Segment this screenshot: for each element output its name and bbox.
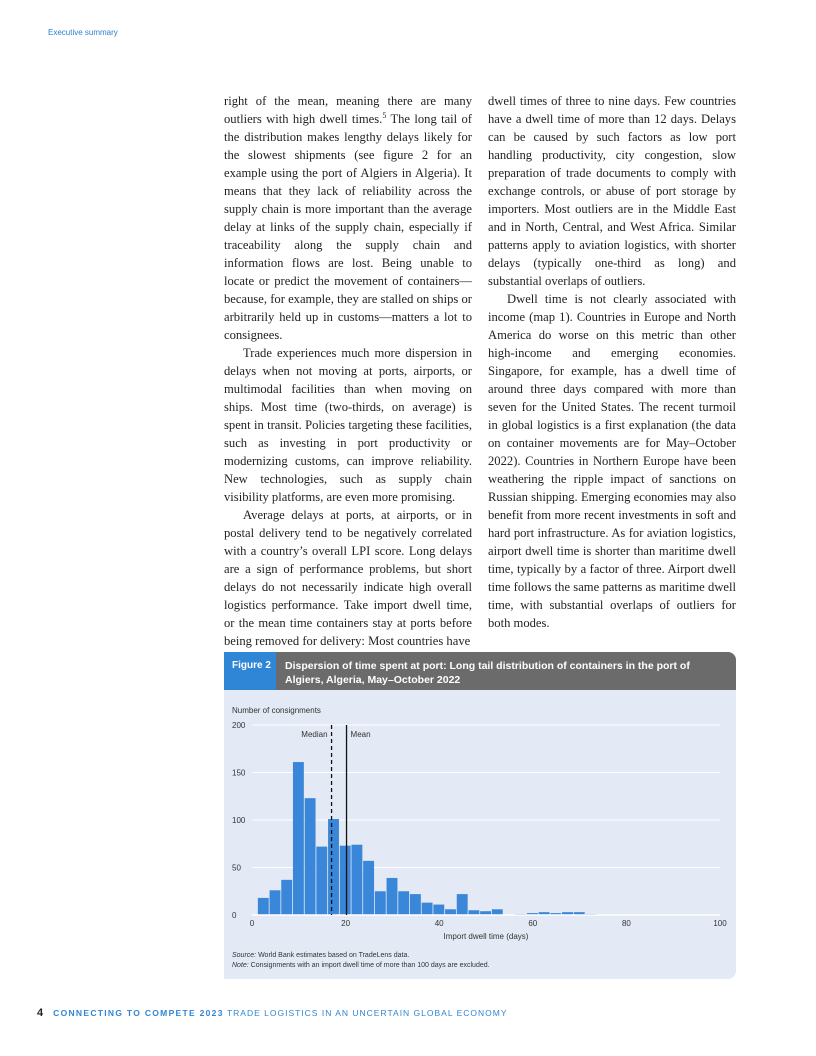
paragraph: Trade experiences much more dispersion in delays when not moving at ports, airports, or multimodal facilities than when moving on ships. Most time (two-thirds, on average) is spent in transit. Policies targeting these facilities, such as investing in port productivity or modernizing customs, can improve reliability. New technologies, such as supply chain visibility platforms, are even more promising.: [224, 346, 472, 504]
note-text: Consignments with an import dwell time of more than 100 days are excluded.: [248, 962, 490, 969]
paragraph-text: right of the mean, meaning there are many outliers with high dwell times.: [224, 94, 472, 126]
x-tick-label: 40: [434, 919, 444, 928]
histogram-bar: [387, 878, 398, 915]
x-tick-label: 100: [713, 919, 727, 928]
footer: [37, 1007, 508, 1019]
histogram-bar: [457, 894, 468, 915]
y-tick-label: 50: [232, 863, 241, 873]
paragraph: dwell times of three to nine days. Few countries have a dwell time of more than 12 days. Delays can be caused by such factors as low port handling productivity, city congestion, slow preparation of trade documents to comply with exchange controls, or abuse of port storage by importers. Most outliers are in the Middle East and in North, Central, and West Africa. Similar patterns apply to aviation logistics, with shorter delays (typically one-third as long) and substantial overlaps of outliers.: [488, 94, 736, 288]
y-tick-label: 0: [232, 911, 237, 920]
y-tick-label: 200: [232, 721, 246, 730]
figure-notes: [232, 951, 490, 971]
x-tick-label: 80: [621, 919, 631, 928]
histogram-bar: [398, 891, 409, 915]
page-number: 4: [37, 1007, 44, 1019]
histogram-bar: [258, 898, 269, 915]
histogram-bar: [305, 798, 316, 915]
report-subtitle: TRADE LOGISTICS IN AN UNCERTAIN GLOBAL ECONOMY: [223, 1008, 508, 1018]
median-label: Median: [301, 730, 328, 739]
x-tick-label: 0: [249, 919, 255, 928]
histogram-bar: [492, 909, 503, 915]
body-column-left: [224, 92, 472, 650]
paragraph: Average delays at ports, at airports, or in postal delivery tend to be negatively correlated with a country’s overall LPI score. Long delays are a sign of performance problems, but short delays do not necessarily indicate high overall logistics performance. Take import dwell time, or the mean time containers stay at ports before being removed for delivery: Most countries have: [224, 508, 472, 648]
paragraph-text: The long tail of the distribution makes lengthy delays likely for the slowest shipments (see figure 2 for an example using the port of Algiers in Algeria). It means that they lack of reliability across the supply chain is more important than the average delay at links of the supply chain, especially if traceability along the supply chain and information flows are lost. Being unable to locate or predict the movement of containers—because, for example, they are stalled on ships or arbitrarily held up in customs—matters a lot to consignees.: [224, 112, 472, 342]
histogram-bar: [351, 845, 362, 915]
y-tick-label: 100: [232, 816, 246, 825]
histogram-bar: [445, 909, 456, 915]
y-tick-label: 150: [232, 768, 246, 778]
running-header: Executive summary: [48, 28, 118, 37]
report-series: CONNECTING TO COMPETE 2023: [53, 1008, 224, 1018]
histogram-bar: [293, 762, 304, 915]
footnote-ref[interactable]: 5: [382, 110, 387, 120]
histogram-chart: [224, 690, 736, 980]
histogram-bar: [316, 847, 327, 915]
x-tick-label: 60: [528, 919, 538, 928]
histogram-bar: [281, 880, 292, 915]
figure-header: [224, 652, 736, 690]
histogram-bar: [422, 903, 433, 915]
source-text: World Bank estimates based on TradeLens data.: [256, 952, 410, 959]
mean-label: Mean: [350, 730, 371, 739]
source-label: Source:: [232, 952, 257, 959]
histogram-bar: [340, 846, 351, 915]
histogram-bar: [410, 894, 421, 915]
figure-2: [224, 652, 736, 979]
histogram-bar: [328, 819, 339, 915]
histogram-bar: [433, 905, 444, 915]
paragraph: [224, 92, 472, 344]
paragraph: Dwell time is not clearly associated with income (map 1). Countries in Europe and North America do worse on this metric than other high-income and emerging economies. Singapore, for example, has a dwell time of around three days compared with more than seven for the United States. The recent turmoil in global logistics is a first explanation (the data on container movements are for May–October 2022). Countries in Northern Europe have been weathering the ripple impact of sanctions on Russian shipping. Emerging economies may also benefit from more recent investments in soft and hard port infrastructure. As for aviation logistics, airport dwell time is shorter than maritime dwell time, typically by a factor of three. Airport dwell time follows the same patterns as maritime dwell time, with substantial overlaps of outliers for both modes.: [488, 292, 736, 630]
figure-label: Figure 2: [224, 652, 276, 690]
note-label: Note:: [232, 962, 249, 969]
histogram-bar: [270, 890, 281, 915]
y-axis-label: Number of consignments: [232, 706, 321, 715]
x-tick-label: 20: [341, 919, 351, 928]
figure-title: Dispersion of time spent at port: Long tail distribution of containers in the port of Algiers, Algeria, May–October 2022: [285, 660, 690, 686]
body-column-right: [488, 92, 736, 632]
histogram-bar: [375, 891, 386, 915]
histogram-bar: [363, 861, 374, 915]
x-axis-label: Import dwell time (days): [443, 932, 529, 941]
